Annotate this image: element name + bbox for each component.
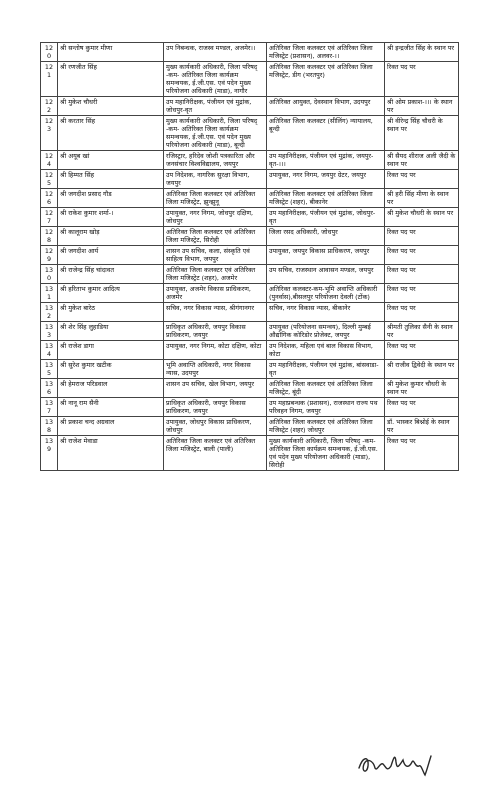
cell-officer-name: श्री मुकेश बारेठ xyxy=(58,303,164,322)
cell-current-post: अतिरिक्त जिला कलक्टर एवं अतिरिक्त जिला मजिस्ट्रेट, झुन्झुनू xyxy=(164,189,267,208)
table-row xyxy=(41,322,459,341)
cell-officer-name: श्री शेर सिंह लुहाडिया xyxy=(58,322,164,341)
cell-number: 134 xyxy=(41,341,58,360)
cell-number: 128 xyxy=(41,227,58,246)
cell-new-post: अतिरिक्त आयुक्त, देवस्थान विभाग, उदयपुर xyxy=(267,97,385,116)
table-row xyxy=(41,227,459,246)
cell-number: 120 xyxy=(41,43,58,62)
cell-new-post: उप सचिव, राजस्थान आवासन मण्डल, जयपुर xyxy=(267,265,385,284)
cell-remark: रिक्त पद पर xyxy=(385,436,459,471)
cell-officer-name: श्री करतार सिंह xyxy=(58,116,164,151)
cell-number: 132 xyxy=(41,303,58,322)
signature xyxy=(355,742,435,782)
cell-remark: रिक्त पद पर xyxy=(385,303,459,322)
cell-officer-name: श्री नानू राम सैनी xyxy=(58,398,164,417)
cell-new-post: अतिरिक्त जिला कलक्टर एवं अतिरिक्त जिला मजिस्ट्रेट, बूंदी xyxy=(267,379,385,398)
cell-number: 139 xyxy=(41,436,58,471)
table-row xyxy=(41,116,459,151)
cell-current-post: सचिव, नगर विकास न्यास, श्रीगंगानगर xyxy=(164,303,267,322)
cell-number: 137 xyxy=(41,398,58,417)
cell-number: 138 xyxy=(41,417,58,436)
cell-officer-name: श्री कालूराम खोड़ xyxy=(58,227,164,246)
cell-new-post: उप महानिरीक्षक, पंजीयन एवं मुद्रांक, जयपुर-वृत-।।। xyxy=(267,151,385,170)
cell-number: 129 xyxy=(41,246,58,265)
cell-new-post: उप महानिरीक्षक, पंजीयन एवं मुद्रांक, बांसवाडा-वृत xyxy=(267,360,385,379)
cell-officer-name: श्री राकेश कुमार शर्मा-। xyxy=(58,208,164,227)
table-row xyxy=(41,246,459,265)
table-row xyxy=(41,303,459,322)
table-row xyxy=(41,62,459,97)
cell-officer-name: श्री राजेश डागा xyxy=(58,341,164,360)
cell-current-post: अतिरिक्त जिला कलक्टर एवं अतिरिक्त जिला मजिस्ट्रेट (शहर), अजमेर xyxy=(164,265,267,284)
cell-officer-name: श्री जगदीश प्रसाद गौड xyxy=(58,189,164,208)
cell-number: 135 xyxy=(41,360,58,379)
cell-number: 133 xyxy=(41,322,58,341)
cell-officer-name: श्री हरिताभ कुमार आदित्य xyxy=(58,284,164,303)
cell-current-post: उप निदेशक, नागरिक सुरक्षा विभाग, जयपुर xyxy=(164,170,267,189)
cell-new-post: उप निदेशक, महिला एवं बाल विकास विभाग, कोटा xyxy=(267,341,385,360)
cell-number: 131 xyxy=(41,284,58,303)
cell-remark: डॉ. भास्कर बिश्नोई के स्थान पर xyxy=(385,417,459,436)
cell-new-post: मुख्य कार्यकारी अधिकारी, जिला परिषद् -कम- अतिरिक्त जिला कार्यक्रम समन्वयक, ई.जी.एस. एवं पदेन मुख्य परियोजना अधिकारी (माडा), सिरोही xyxy=(267,436,385,471)
signature-stroke xyxy=(359,756,431,775)
cell-officer-name: श्री रणजीत सिंह xyxy=(58,62,164,97)
cell-new-post: अतिरिक्त जिला कलक्टर एवं अतिरिक्त जिला मजिस्ट्रेट (प्रशासन), अलवर-।। xyxy=(267,43,385,62)
cell-current-post: उप निबन्धक, राजस्व मण्डल, अजमेर।। xyxy=(164,43,267,62)
cell-officer-name: श्री हेमराज परिडवाल xyxy=(58,379,164,398)
cell-remark: श्री ओम प्रकाश-।।। के स्थान पर xyxy=(385,97,459,116)
table-row xyxy=(41,265,459,284)
cell-current-post: उप महानिरीक्षक, पंजीयन एवं मुद्रांक, जोधपुर-वृत xyxy=(164,97,267,116)
cell-new-post: अतिरिक्त जिला कलक्टर एवं अतिरिक्त जिला मजिस्ट्रेट (शहर) जोधपुर xyxy=(267,417,385,436)
cell-current-post: उपायुक्त, अजमेर विकास प्राधिकरण, अजमेर xyxy=(164,284,267,303)
table-row xyxy=(41,170,459,189)
table-row xyxy=(41,398,459,417)
cell-current-post: मुख्य कार्यकारी अधिकारी, जिला परिषद् -कम- अतिरिक्त जिला कार्यक्रम समन्वयक, ई.जी.एस. एवं पदेन मुख्य परियोजना अधिकारी (माडा), बून्दी xyxy=(164,116,267,151)
cell-remark: रिक्त पद पर xyxy=(385,398,459,417)
cell-remark: श्री राजीव द्विवेदी के स्थान पर xyxy=(385,360,459,379)
cell-new-post: अतिरिक्त कलक्टर-कम-भूमि अवाप्ति अधिकारी (पुनर्वास),बीसलपुर परियोजना देवली (टोंक) xyxy=(267,284,385,303)
table-row xyxy=(41,208,459,227)
cell-remark: श्री वीरेन्द्र सिंह चौधरी के स्थान पर xyxy=(385,116,459,151)
cell-number: 121 xyxy=(41,62,58,97)
cell-current-post: शासन उप सचिव, कला, संस्कृति एवं साहित्य विभाग, जयपुर xyxy=(164,246,267,265)
cell-remark: रिक्त पद पर xyxy=(385,246,459,265)
cell-number: 123 xyxy=(41,116,58,151)
cell-remark: श्री मुकेश चौधरी के स्थान पर xyxy=(385,208,459,227)
cell-number: 125 xyxy=(41,170,58,189)
cell-remark: रिक्त पद पर xyxy=(385,170,459,189)
cell-new-post: उपायुक्त, नगर निगम, जयपुर ग्रेटर, जयपुर xyxy=(267,170,385,189)
cell-current-post: उपायुक्त, नगर निगम, जोधपुर दक्षिण, जोधपुर xyxy=(164,208,267,227)
transfer-table xyxy=(40,42,459,471)
cell-new-post: उप महानिरीक्षक, पंजीयन एवं मुद्रांक, जोधपुर-वृत xyxy=(267,208,385,227)
table-row xyxy=(41,284,459,303)
table-row xyxy=(41,151,459,170)
cell-officer-name: श्री सुरेश कुमार खटीक xyxy=(58,360,164,379)
cell-remark: श्री इन्द्रजीत सिंह के स्थान पर xyxy=(385,43,459,62)
cell-officer-name: श्री जगदीश आर्य xyxy=(58,246,164,265)
cell-remark: श्रीमती तुलिका सैनी के स्थान पर xyxy=(385,322,459,341)
table-row xyxy=(41,97,459,116)
cell-new-post: उपायुक्त, जयपुर विकास प्राधिकरण, जयपुर xyxy=(267,246,385,265)
cell-number: 127 xyxy=(41,208,58,227)
table-row xyxy=(41,417,459,436)
cell-current-post: रजिस्ट्रार, हरिदेव जोशी पत्रकारिता और जनसंचार विश्वविद्यालय, जयपुर xyxy=(164,151,267,170)
cell-remark: श्री हरी सिंह मीणा के स्थान पर xyxy=(385,189,459,208)
cell-remark: रिक्त पद पर xyxy=(385,62,459,97)
cell-current-post: भूमि अवाप्ति अधिकारी, नगर विकास न्यास, उदयपुर xyxy=(164,360,267,379)
table-row xyxy=(41,360,459,379)
table-row xyxy=(41,43,459,62)
transfer-table-body xyxy=(41,43,459,471)
cell-new-post: सचिव, नगर विकास न्यास, बीकानेर xyxy=(267,303,385,322)
cell-number: 126 xyxy=(41,189,58,208)
cell-number: 130 xyxy=(41,265,58,284)
cell-number: 136 xyxy=(41,379,58,398)
cell-number: 124 xyxy=(41,151,58,170)
cell-officer-name: श्री अयूब खां xyxy=(58,151,164,170)
cell-current-post: प्राधिकृत अधिकारी, जयपुर विकास प्राधिकरण, जयपुर xyxy=(164,322,267,341)
cell-officer-name: श्री प्रकाश चन्द अग्रवाल xyxy=(58,417,164,436)
cell-current-post: अतिरिक्त जिला कलक्टर एवं अतिरिक्त जिला मजिस्ट्रेट, बाली (पाली) xyxy=(164,436,267,471)
cell-current-post: उपायुक्त, जोधपुर विकास प्राधिकरण, जोधपुर xyxy=(164,417,267,436)
cell-current-post: उपायुक्त, नगर निगम, कोटा दक्षिण, कोटा xyxy=(164,341,267,360)
cell-new-post: अतिरिक्त जिला कलक्टर एवं अतिरिक्त जिला मजिस्ट्रेट, डीग (भरतपुर) xyxy=(267,62,385,97)
cell-new-post: उप महाप्रबन्धक (प्रशासन), राजस्थान राज्य पथ परिवहन निगम, जयपुर xyxy=(267,398,385,417)
cell-remark: रिक्त पद पर xyxy=(385,341,459,360)
cell-officer-name: श्री मुकेश चौधरी xyxy=(58,97,164,116)
table-row xyxy=(41,341,459,360)
cell-officer-name: श्री हिम्मत सिंह xyxy=(58,170,164,189)
cell-current-post: शासन उप सचिव, खेल विभाग, जयपुर xyxy=(164,379,267,398)
cell-new-post: अतिरिक्त जिला कलक्टर (सीलिंग) न्यायालय, बून्दी xyxy=(267,116,385,151)
table-row xyxy=(41,436,459,471)
cell-officer-name: श्री राजेश मेवाडा xyxy=(58,436,164,471)
cell-remark: रिक्त पद पर xyxy=(385,265,459,284)
table-row xyxy=(41,189,459,208)
cell-current-post: प्राधिकृत अधिकारी, जयपुर विकास प्राधिकरण, जयपुर xyxy=(164,398,267,417)
cell-remark: रिक्त पद पर xyxy=(385,284,459,303)
cell-new-post: जिला रसद अधिकारी, जोधपुर xyxy=(267,227,385,246)
cell-number: 122 xyxy=(41,97,58,116)
cell-remark: श्री मुकेश कुमार चौधरी के स्थान पर xyxy=(385,379,459,398)
cell-new-post: उपायुक्त (परियोजना समन्वय), दिल्ली मुम्बई औद्योगिक कोरिडोर प्रोजेक्ट, जयपुर xyxy=(267,322,385,341)
cell-current-post: अतिरिक्त जिला कलक्टर एवं अतिरिक्त जिला मजिस्ट्रेट, सिरोही xyxy=(164,227,267,246)
table-row xyxy=(41,379,459,398)
cell-officer-name: श्री सन्तोष कुमार मीणा xyxy=(58,43,164,62)
cell-remark: रिक्त पद पर xyxy=(385,227,459,246)
cell-remark: श्री सैयद शीराज अली जैदी के स्थान पर xyxy=(385,151,459,170)
cell-new-post: अतिरिक्त जिला कलक्टर एवं अतिरिक्त जिला मजिस्ट्रेट (शहर), बीकानेर xyxy=(267,189,385,208)
cell-current-post: मुख्य कार्यकारी अधिकारी, जिला परिषद् -कम- अतिरिक्त जिला कार्यक्रम समन्वयक, ई.जी.एस. एवं पदेन मुख्य परियोजना अधिकारी (माडा), नागौर xyxy=(164,62,267,97)
cell-officer-name: श्री राजेन्द्र सिंह चांदावत xyxy=(58,265,164,284)
